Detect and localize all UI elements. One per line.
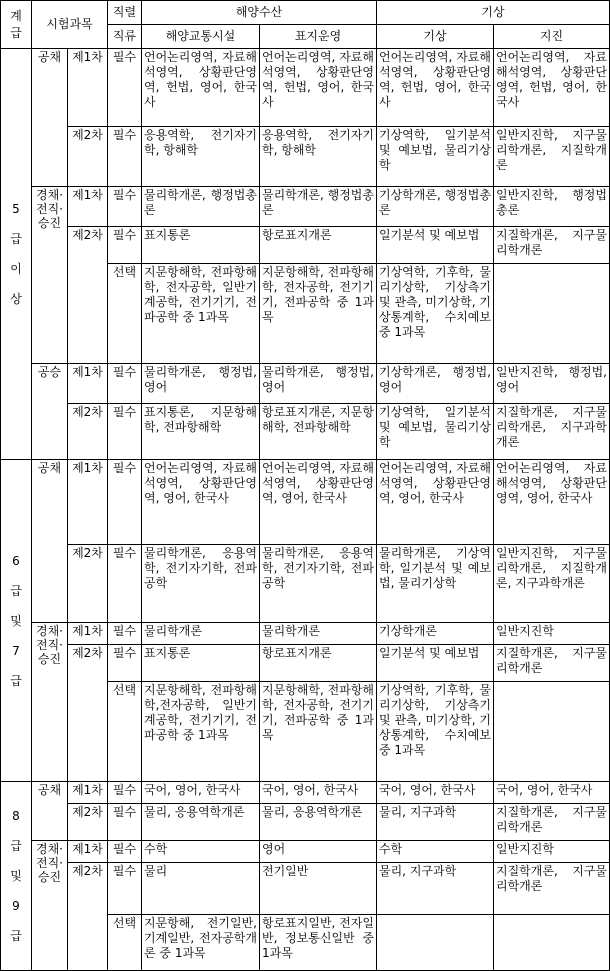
weather-subjects: 언어논리영역, 자료해석영역, 상황판단영역, 헌법, 영어, 한국사 <box>377 49 494 127</box>
maritime-header: 해양수산 <box>142 1 377 25</box>
weather-subjects: 기상역학, 일기분석 및 예보법, 물리기상학 <box>377 404 494 460</box>
exam-subject-header: 시험과목 <box>32 1 108 49</box>
table-row <box>1 645 610 682</box>
earthquake-subjects: 지질학개론, 지구물리학개론 <box>494 863 610 915</box>
subject-type-cell: 필수 <box>108 863 142 915</box>
earthquake-subjects: 언어논리영역, 자료해석영역, 상황판단영역, 영어, 한국사 <box>494 460 610 545</box>
table-row <box>1 782 610 804</box>
maritime-traffic-subjects: 언어논리영역, 자료해석영역, 상황판단영역, 헌법, 영어, 한국사 <box>142 49 260 127</box>
table-row <box>1 804 610 841</box>
beacon-subjects: 물리학개론, 행정법, 영어 <box>260 364 377 404</box>
category-cell: 경채·전직·승진 <box>32 841 68 971</box>
round-cell: 제1차 <box>68 782 108 804</box>
round-cell: 제1차 <box>68 623 108 645</box>
weather-subjects: 기상학개론, 행정법총론 <box>377 187 494 227</box>
category-cell: 공채 <box>32 782 68 841</box>
maritime-traffic-subjects: 물리학개론, 응용역학, 전기자기학, 전파공학 <box>142 545 260 623</box>
category-cell: 공채 <box>32 49 68 187</box>
round-cell: 제1차 <box>68 364 108 404</box>
beacon-subjects: 국어, 영어, 한국사 <box>260 782 377 804</box>
table-row <box>1 364 610 404</box>
beacon-subjects: 전기일반 <box>260 863 377 915</box>
weather-subjects: 물리, 지구과학 <box>377 863 494 915</box>
weather-subjects: 기상역학, 일기분석 및 예보법, 물리기상학 <box>377 127 494 187</box>
earthquake-subjects: 지질학개론, 지구물리학개론 <box>494 804 610 841</box>
round-cell: 제2차 <box>68 804 108 841</box>
table-row <box>1 841 610 863</box>
earthquake-subjects: 지질학개론, 지구물리학개론 <box>494 227 610 264</box>
subject-type-cell: 필수 <box>108 364 142 404</box>
beacon-subjects: 물리학개론 <box>260 623 377 645</box>
beacon-subjects: 물리학개론, 응용역학, 전기자기학, 전파공학 <box>260 545 377 623</box>
job-class-header: 직류 <box>108 25 142 49</box>
weather-subjects: 국어, 영어, 한국사 <box>377 782 494 804</box>
weather-subjects <box>377 915 494 971</box>
weather-header: 기상 <box>377 1 610 25</box>
subject-type-cell: 필수 <box>108 127 142 187</box>
round-cell: 제2차 <box>68 404 108 460</box>
subject-type-cell: 선택 <box>108 682 142 782</box>
subject-type-cell: 필수 <box>108 49 142 127</box>
table-row <box>1 623 610 645</box>
weather-subjects: 일기분석 및 예보법 <box>377 645 494 682</box>
table-row <box>1 49 610 127</box>
maritime-traffic-subjects: 지문항해학, 전파항해학,전자공학, 일반기계공학, 전기기기, 전파공학 중 1과목 <box>142 682 260 782</box>
table-row <box>1 863 610 915</box>
subject-type-cell: 선택 <box>108 264 142 364</box>
table-row <box>1 545 610 623</box>
weather-subjects: 기상학개론 <box>377 623 494 645</box>
maritime-traffic-subjects: 지문항해, 전기일반, 기계일반, 전자공학개론 중 1과목 <box>142 915 260 971</box>
round-cell: 제1차 <box>68 187 108 227</box>
weather-subjects: 물리학개론, 기상역학, 일기분석 및 예보법, 물리기상학 <box>377 545 494 623</box>
beacon-subjects: 지문항해학, 전파항해학, 전자공학, 전기기기, 전파공학 중 1과목 <box>260 682 377 782</box>
earthquake-subjects: 일반지진학 <box>494 623 610 645</box>
maritime-traffic-subjects: 응용역학, 전기자기학, 항해학 <box>142 127 260 187</box>
category-cell: 경채·전직·승진 <box>32 187 68 364</box>
beacon-subjects: 응용역학, 전기자기학, 항해학 <box>260 127 377 187</box>
category-cell: 경채·전직·승진 <box>32 623 68 782</box>
subject-type-cell: 필수 <box>108 645 142 682</box>
subject-type-cell: 필수 <box>108 460 142 545</box>
weather-subjects: 언어논리영역, 자료해석영역, 상황판단영역, 영어, 한국사 <box>377 460 494 545</box>
col-earthquake-header: 지진 <box>494 25 610 49</box>
maritime-traffic-subjects: 물리, 응용역학개론 <box>142 804 260 841</box>
earthquake-subjects: 언어논리영역, 자료해석영역, 상황판단영역, 헌법, 영어, 한국사 <box>494 49 610 127</box>
maritime-traffic-subjects: 표지통론, 지문항해학, 전파항해학 <box>142 404 260 460</box>
earthquake-subjects: 일반지진학, 행정법, 영어 <box>494 364 610 404</box>
grade-cell: 6급및7급 <box>1 460 32 782</box>
beacon-subjects: 언어논리영역, 자료해석영역, 상황판단영역, 영어, 한국사 <box>260 460 377 545</box>
subject-type-cell: 필수 <box>108 804 142 841</box>
beacon-subjects: 항로표지개론 <box>260 227 377 264</box>
round-cell: 제2차 <box>68 863 108 971</box>
round-cell: 제1차 <box>68 49 108 127</box>
weather-subjects: 기상역학, 기후학, 물리기상학, 기상측기 및 관측, 미기상학, 기상통계학, 수치예보 중 1과목 <box>377 264 494 364</box>
earthquake-subjects: 일반지진학, 지구물리학개론, 지질학개론, 지구과학개론 <box>494 545 610 623</box>
table-row <box>1 127 610 187</box>
weather-subjects: 물리, 지구과학 <box>377 804 494 841</box>
subject-type-cell: 필수 <box>108 545 142 623</box>
category-cell: 공승 <box>32 364 68 460</box>
table-row <box>1 460 610 545</box>
col-weather-header: 기상 <box>377 25 494 49</box>
earthquake-subjects: 일반지진학, 행정법총론 <box>494 187 610 227</box>
round-cell: 제2차 <box>68 645 108 782</box>
subject-type-cell: 필수 <box>108 227 142 264</box>
maritime-traffic-subjects: 언어논리영역, 자료해석영역, 상황판단영역, 영어, 한국사 <box>142 460 260 545</box>
earthquake-subjects: 일반지진학 <box>494 841 610 863</box>
maritime-traffic-subjects: 지문항해학, 전파항해학, 전자공학, 일반기계공학, 전기기기, 전파공학 중 1과목 <box>142 264 260 364</box>
beacon-subjects: 영어 <box>260 841 377 863</box>
beacon-subjects: 언어논리영역, 자료해석영역, 상황판단영역, 헌법, 영어, 한국사 <box>260 49 377 127</box>
grade-cell: 8급및9급 <box>1 782 32 971</box>
maritime-traffic-subjects: 표지통론 <box>142 227 260 264</box>
job-group-header: 직렬 <box>108 1 142 25</box>
weather-subjects: 기상역학, 기후학, 물리기상학, 기상측기 및 관측, 미기상학, 기상통계학, 수치예보 중 1과목 <box>377 682 494 782</box>
weather-subjects: 수학 <box>377 841 494 863</box>
round-cell: 제1차 <box>68 841 108 863</box>
earthquake-subjects: 일반지진학, 지구물리학개론, 지질학개론 <box>494 127 610 187</box>
maritime-traffic-subjects: 국어, 영어, 한국사 <box>142 782 260 804</box>
beacon-subjects: 항로표지개론, 지문항해학, 전파항해학 <box>260 404 377 460</box>
beacon-subjects: 항로표지일반, 전자일반, 정보통신일반 중 1과목 <box>260 915 377 971</box>
subject-type-cell: 필수 <box>108 623 142 645</box>
col-maritime-traffic-header: 해양교통시설 <box>142 25 260 49</box>
round-cell: 제2차 <box>68 227 108 364</box>
maritime-traffic-subjects: 물리학개론 <box>142 623 260 645</box>
grade-header: 계급 <box>1 1 32 49</box>
table-row <box>1 227 610 264</box>
col-beacon-header: 표지운영 <box>260 25 377 49</box>
beacon-subjects: 항로표지개론 <box>260 645 377 682</box>
maritime-traffic-subjects: 물리 <box>142 863 260 915</box>
earthquake-subjects <box>494 682 610 782</box>
maritime-traffic-subjects: 수학 <box>142 841 260 863</box>
maritime-traffic-subjects: 물리학개론, 행정법총론 <box>142 187 260 227</box>
subject-type-cell: 필수 <box>108 782 142 804</box>
category-cell: 공채 <box>32 460 68 623</box>
maritime-traffic-subjects: 표지통론 <box>142 645 260 682</box>
grade-cell: 5급이상 <box>1 49 32 460</box>
earthquake-subjects <box>494 915 610 971</box>
earthquake-subjects <box>494 264 610 364</box>
round-cell: 제1차 <box>68 460 108 545</box>
round-cell: 제2차 <box>68 127 108 187</box>
earthquake-subjects: 국어, 영어, 한국사 <box>494 782 610 804</box>
subject-type-cell: 필수 <box>108 841 142 863</box>
table-row <box>1 404 610 460</box>
weather-subjects: 일기분석 및 예보법 <box>377 227 494 264</box>
table-row <box>1 187 610 227</box>
maritime-traffic-subjects: 물리학개론, 행정법, 영어 <box>142 364 260 404</box>
earthquake-subjects: 지질학개론, 지구물리학개론 <box>494 645 610 682</box>
subject-type-cell: 선택 <box>108 915 142 971</box>
round-cell: 제2차 <box>68 545 108 623</box>
subject-type-cell: 필수 <box>108 404 142 460</box>
beacon-subjects: 물리학개론, 행정법총론 <box>260 187 377 227</box>
weather-subjects: 기상학개론, 행정법, 영어 <box>377 364 494 404</box>
beacon-subjects: 지문항해학, 전파항해학, 전자공학, 전기기기, 전파공학 중 1과목 <box>260 264 377 364</box>
subject-type-cell: 필수 <box>108 187 142 227</box>
beacon-subjects: 물리, 응용역학개론 <box>260 804 377 841</box>
earthquake-subjects: 지질학개론, 지구물리학개론, 지구과학개론 <box>494 404 610 460</box>
